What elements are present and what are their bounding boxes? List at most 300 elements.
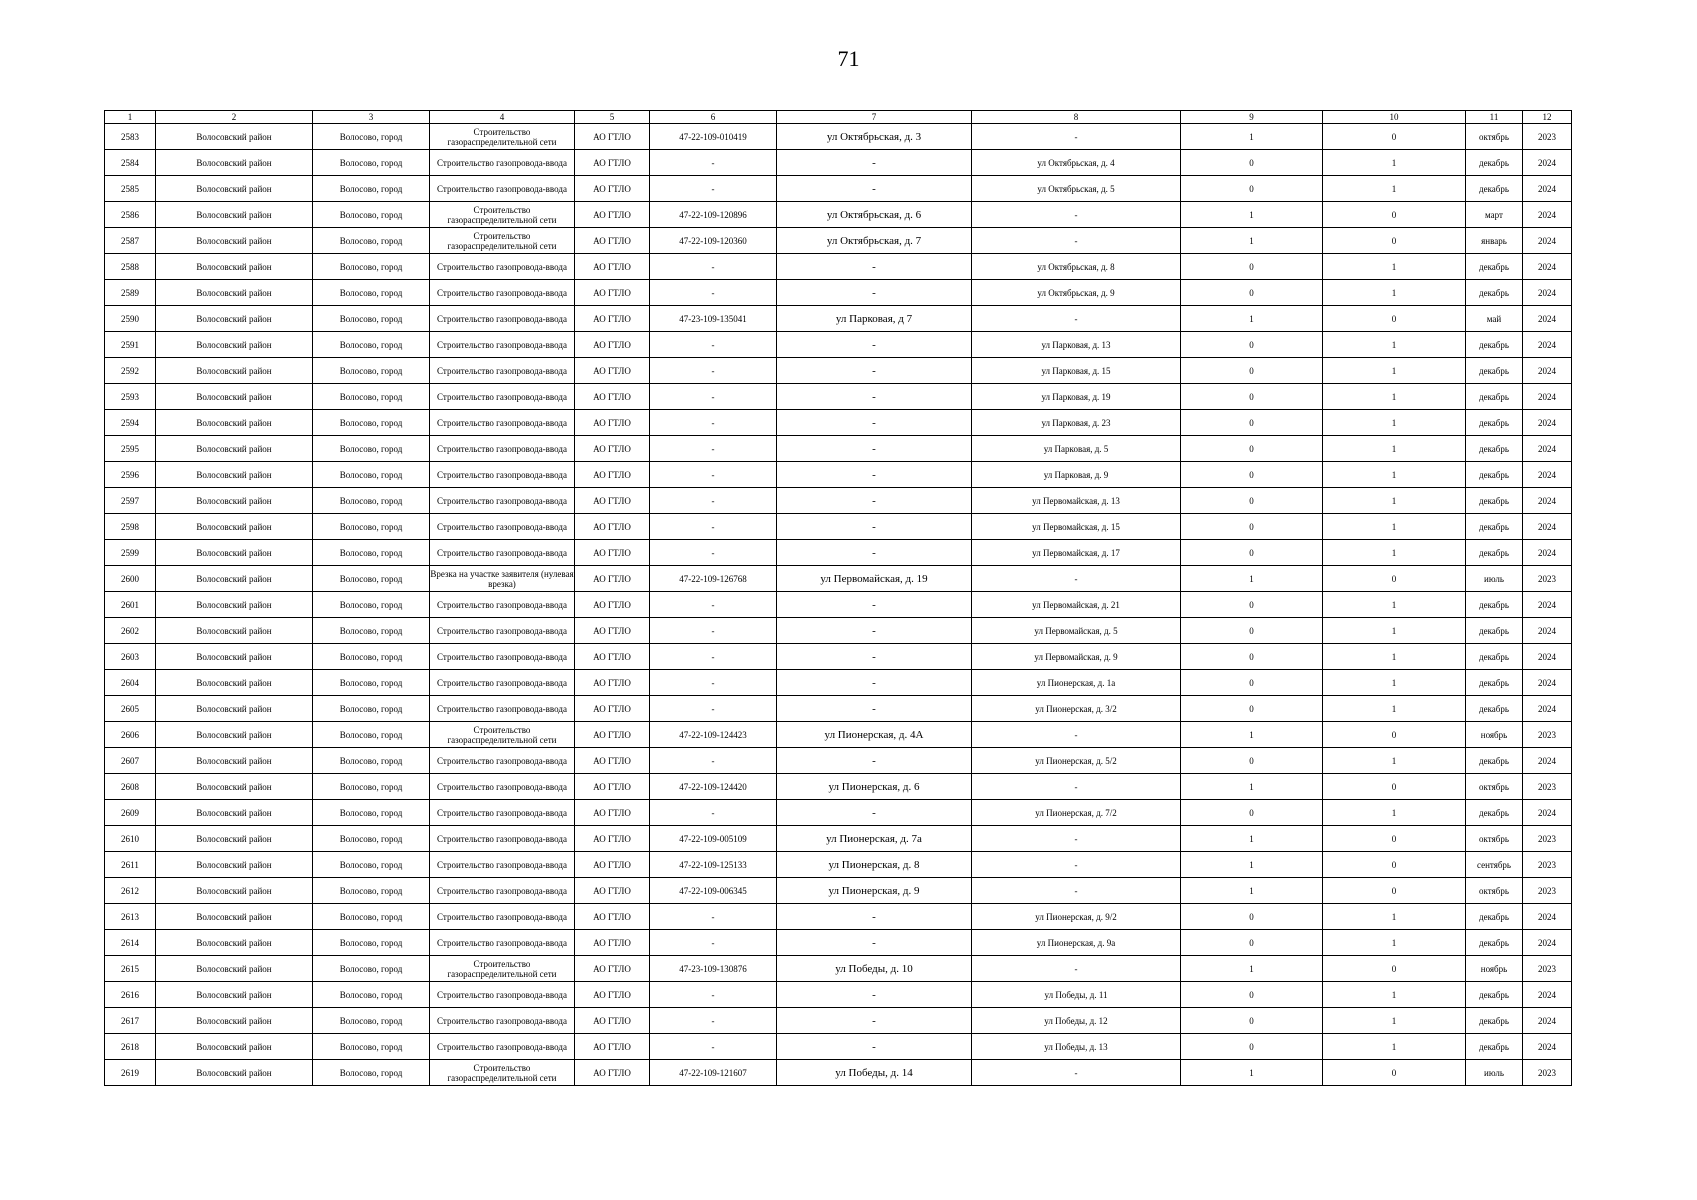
cell-address-input: - [972, 722, 1181, 748]
cell-application-number: - [650, 410, 777, 436]
cell-month: декабрь [1466, 280, 1523, 306]
cell-application-number: - [650, 618, 777, 644]
cell-row-number: 2599 [105, 540, 156, 566]
cell-address: - [777, 410, 972, 436]
cell-count-a: 0 [1181, 592, 1323, 618]
cell-year: 2024 [1523, 150, 1572, 176]
cell-row-number: 2615 [105, 956, 156, 982]
cell-row-number: 2612 [105, 878, 156, 904]
page-number: 71 [837, 46, 860, 71]
cell-district: Волосовский район [156, 462, 313, 488]
table-header-row [105, 111, 1572, 124]
cell-address: - [777, 1008, 972, 1034]
cell-count-b: 1 [1323, 436, 1466, 462]
cell-address: ул Пионерская, д. 9 [777, 878, 972, 904]
table-row [105, 124, 1572, 150]
cell-work-type: Строительство газопровода-ввода [430, 540, 575, 566]
cell-count-a: 0 [1181, 1008, 1323, 1034]
cell-work-type: Строительство газораспределительной сети [430, 202, 575, 228]
cell-application-number: - [650, 904, 777, 930]
table-row [105, 982, 1572, 1008]
table-row [105, 462, 1572, 488]
cell-count-a: 1 [1181, 826, 1323, 852]
cell-year: 2023 [1523, 124, 1572, 150]
cell-address-input: ул Парковая, д. 9 [972, 462, 1181, 488]
cell-work-type: Строительство газопровода-ввода [430, 852, 575, 878]
cell-district: Волосовский район [156, 280, 313, 306]
cell-count-b: 1 [1323, 384, 1466, 410]
table-row [105, 748, 1572, 774]
cell-count-a: 0 [1181, 1034, 1323, 1060]
cell-address-input: ул Пионерская, д. 7/2 [972, 800, 1181, 826]
cell-row-number: 2601 [105, 592, 156, 618]
cell-count-b: 1 [1323, 1008, 1466, 1034]
cell-work-type: Строительство газопровода-ввода [430, 1034, 575, 1060]
cell-application-number: 47-22-109-120360 [650, 228, 777, 254]
cell-district: Волосовский район [156, 488, 313, 514]
cell-address-input: - [972, 956, 1181, 982]
cell-year: 2023 [1523, 722, 1572, 748]
cell-count-a: 1 [1181, 774, 1323, 800]
cell-year: 2024 [1523, 436, 1572, 462]
cell-address: ул Парковая, д 7 [777, 306, 972, 332]
cell-address: ул Первомайская, д. 19 [777, 566, 972, 592]
cell-address: - [777, 358, 972, 384]
cell-organization: АО ГТЛО [575, 228, 650, 254]
cell-count-b: 0 [1323, 306, 1466, 332]
cell-application-number: - [650, 488, 777, 514]
table-row [105, 176, 1572, 202]
cell-year: 2024 [1523, 462, 1572, 488]
cell-address: - [777, 670, 972, 696]
cell-application-number: 47-23-109-130876 [650, 956, 777, 982]
cell-count-b: 1 [1323, 696, 1466, 722]
cell-month: декабрь [1466, 982, 1523, 1008]
cell-settlement: Волосово, город [313, 332, 430, 358]
cell-address-input: ул Первомайская, д. 21 [972, 592, 1181, 618]
cell-settlement: Волосово, город [313, 176, 430, 202]
table-row [105, 540, 1572, 566]
table-row [105, 566, 1572, 592]
cell-address-input: ул Октябрьская, д. 4 [972, 150, 1181, 176]
cell-district: Волосовский район [156, 644, 313, 670]
cell-count-b: 1 [1323, 670, 1466, 696]
cell-work-type: Строительство газопровода-ввода [430, 670, 575, 696]
cell-organization: АО ГТЛО [575, 618, 650, 644]
cell-month: ноябрь [1466, 956, 1523, 982]
cell-settlement: Волосово, город [313, 202, 430, 228]
cell-count-b: 0 [1323, 566, 1466, 592]
cell-application-number: 47-22-109-124423 [650, 722, 777, 748]
cell-address-input: ул Пионерская, д. 1а [972, 670, 1181, 696]
cell-address-input: - [972, 826, 1181, 852]
cell-district: Волосовский район [156, 982, 313, 1008]
cell-address-input: ул Первомайская, д. 5 [972, 618, 1181, 644]
cell-organization: АО ГТЛО [575, 540, 650, 566]
cell-row-number: 2587 [105, 228, 156, 254]
cell-address: ул Пионерская, д. 6 [777, 774, 972, 800]
cell-organization: АО ГТЛО [575, 280, 650, 306]
cell-address: - [777, 280, 972, 306]
cell-organization: АО ГТЛО [575, 670, 650, 696]
cell-organization: АО ГТЛО [575, 852, 650, 878]
cell-settlement: Волосово, город [313, 1034, 430, 1060]
cell-address: - [777, 696, 972, 722]
cell-application-number: - [650, 592, 777, 618]
cell-year: 2024 [1523, 748, 1572, 774]
cell-address-input: ул Парковая, д. 5 [972, 436, 1181, 462]
cell-count-a: 0 [1181, 982, 1323, 1008]
cell-settlement: Волосово, город [313, 982, 430, 1008]
cell-count-a: 0 [1181, 618, 1323, 644]
cell-count-a: 0 [1181, 332, 1323, 358]
cell-district: Волосовский район [156, 1034, 313, 1060]
cell-year: 2024 [1523, 228, 1572, 254]
cell-month: декабрь [1466, 618, 1523, 644]
table-row [105, 514, 1572, 540]
cell-application-number: 47-22-109-125133 [650, 852, 777, 878]
cell-organization: АО ГТЛО [575, 358, 650, 384]
cell-work-type: Строительство газопровода-ввода [430, 904, 575, 930]
table-row [105, 488, 1572, 514]
cell-count-b: 1 [1323, 1034, 1466, 1060]
cell-month: декабрь [1466, 384, 1523, 410]
cell-count-b: 0 [1323, 852, 1466, 878]
cell-district: Волосовский район [156, 904, 313, 930]
cell-address-input: - [972, 852, 1181, 878]
cell-year: 2024 [1523, 930, 1572, 956]
cell-year: 2024 [1523, 592, 1572, 618]
table-row [105, 436, 1572, 462]
cell-settlement: Волосово, город [313, 462, 430, 488]
cell-work-type: Строительство газораспределительной сети [430, 124, 575, 150]
cell-work-type: Строительство газопровода-ввода [430, 696, 575, 722]
cell-month: октябрь [1466, 124, 1523, 150]
cell-count-b: 1 [1323, 592, 1466, 618]
cell-work-type: Строительство газопровода-ввода [430, 982, 575, 1008]
cell-count-a: 0 [1181, 800, 1323, 826]
cell-row-number: 2609 [105, 800, 156, 826]
cell-work-type: Строительство газопровода-ввода [430, 488, 575, 514]
cell-application-number: - [650, 1008, 777, 1034]
cell-organization: АО ГТЛО [575, 176, 650, 202]
cell-address: ул Пионерская, д. 8 [777, 852, 972, 878]
cell-settlement: Волосово, город [313, 722, 430, 748]
cell-year: 2024 [1523, 696, 1572, 722]
cell-month: декабрь [1466, 800, 1523, 826]
cell-address-input: ул Парковая, д. 13 [972, 332, 1181, 358]
cell-address-input: - [972, 306, 1181, 332]
cell-address-input: - [972, 124, 1181, 150]
cell-year: 2024 [1523, 176, 1572, 202]
cell-row-number: 2585 [105, 176, 156, 202]
cell-month: декабрь [1466, 644, 1523, 670]
cell-count-b: 1 [1323, 904, 1466, 930]
column-header-6: 6 [650, 111, 777, 124]
cell-address: ул Победы, д. 10 [777, 956, 972, 982]
cell-settlement: Волосово, город [313, 410, 430, 436]
cell-month: октябрь [1466, 878, 1523, 904]
cell-address: ул Октябрьская, д. 7 [777, 228, 972, 254]
cell-district: Волосовский район [156, 176, 313, 202]
cell-year: 2024 [1523, 982, 1572, 1008]
cell-count-b: 0 [1323, 124, 1466, 150]
cell-count-a: 1 [1181, 878, 1323, 904]
cell-organization: АО ГТЛО [575, 306, 650, 332]
cell-year: 2024 [1523, 410, 1572, 436]
cell-work-type: Строительство газопровода-ввода [430, 176, 575, 202]
cell-address-input: ул Парковая, д. 15 [972, 358, 1181, 384]
cell-address: - [777, 618, 972, 644]
cell-month: декабрь [1466, 1034, 1523, 1060]
cell-address: - [777, 982, 972, 1008]
cell-month: декабрь [1466, 254, 1523, 280]
cell-count-a: 1 [1181, 124, 1323, 150]
cell-district: Волосовский район [156, 696, 313, 722]
cell-application-number: - [650, 176, 777, 202]
cell-count-b: 0 [1323, 956, 1466, 982]
cell-organization: АО ГТЛО [575, 878, 650, 904]
cell-work-type: Строительство газопровода-ввода [430, 462, 575, 488]
cell-work-type: Строительство газопровода-ввода [430, 358, 575, 384]
cell-work-type: Строительство газопровода-ввода [430, 410, 575, 436]
table-row [105, 202, 1572, 228]
cell-row-number: 2602 [105, 618, 156, 644]
cell-district: Волосовский район [156, 436, 313, 462]
table-row [105, 722, 1572, 748]
cell-settlement: Волосово, город [313, 852, 430, 878]
table-row [105, 852, 1572, 878]
column-header-12: 12 [1523, 111, 1572, 124]
cell-district: Волосовский район [156, 514, 313, 540]
cell-organization: АО ГТЛО [575, 748, 650, 774]
cell-settlement: Волосово, город [313, 488, 430, 514]
cell-settlement: Волосово, город [313, 878, 430, 904]
cell-settlement: Волосово, город [313, 358, 430, 384]
cell-address-input: - [972, 774, 1181, 800]
cell-district: Волосовский район [156, 150, 313, 176]
cell-district: Волосовский район [156, 358, 313, 384]
column-header-9: 9 [1181, 111, 1323, 124]
cell-address: - [777, 150, 972, 176]
cell-row-number: 2595 [105, 436, 156, 462]
cell-count-b: 0 [1323, 202, 1466, 228]
cell-work-type: Строительство газопровода-ввода [430, 280, 575, 306]
cell-address-input: - [972, 1060, 1181, 1086]
cell-count-b: 0 [1323, 878, 1466, 904]
cell-district: Волосовский район [156, 410, 313, 436]
cell-row-number: 2617 [105, 1008, 156, 1034]
cell-settlement: Волосово, город [313, 1060, 430, 1086]
cell-application-number: 47-23-109-135041 [650, 306, 777, 332]
cell-row-number: 2588 [105, 254, 156, 280]
table-row [105, 644, 1572, 670]
cell-count-a: 1 [1181, 228, 1323, 254]
cell-address: - [777, 644, 972, 670]
cell-application-number: 47-22-109-005109 [650, 826, 777, 852]
cell-count-a: 1 [1181, 306, 1323, 332]
cell-organization: АО ГТЛО [575, 1034, 650, 1060]
cell-year: 2024 [1523, 202, 1572, 228]
table-row [105, 592, 1572, 618]
cell-settlement: Волосово, город [313, 566, 430, 592]
table-row [105, 280, 1572, 306]
table-row [105, 332, 1572, 358]
cell-district: Волосовский район [156, 592, 313, 618]
cell-application-number: 47-22-109-006345 [650, 878, 777, 904]
cell-application-number: 47-22-109-120896 [650, 202, 777, 228]
column-header-7: 7 [777, 111, 972, 124]
cell-settlement: Волосово, город [313, 592, 430, 618]
cell-address-input: ул Пионерская, д. 9/2 [972, 904, 1181, 930]
cell-count-a: 0 [1181, 384, 1323, 410]
cell-count-a: 1 [1181, 956, 1323, 982]
cell-count-b: 1 [1323, 618, 1466, 644]
cell-row-number: 2614 [105, 930, 156, 956]
cell-application-number: - [650, 1034, 777, 1060]
table-row [105, 618, 1572, 644]
cell-row-number: 2603 [105, 644, 156, 670]
cell-month: декабрь [1466, 410, 1523, 436]
cell-work-type: Строительство газораспределительной сети [430, 228, 575, 254]
cell-month: июль [1466, 566, 1523, 592]
cell-count-b: 1 [1323, 514, 1466, 540]
cell-year: 2023 [1523, 852, 1572, 878]
cell-organization: АО ГТЛО [575, 566, 650, 592]
cell-district: Волосовский район [156, 878, 313, 904]
cell-year: 2024 [1523, 1008, 1572, 1034]
cell-district: Волосовский район [156, 1060, 313, 1086]
cell-application-number: 47-22-109-121607 [650, 1060, 777, 1086]
cell-address: - [777, 176, 972, 202]
cell-address-input: ул Пионерская, д. 9а [972, 930, 1181, 956]
cell-year: 2024 [1523, 332, 1572, 358]
cell-year: 2024 [1523, 254, 1572, 280]
cell-work-type: Строительство газораспределительной сети [430, 1060, 575, 1086]
cell-work-type: Строительство газораспределительной сети [430, 722, 575, 748]
cell-month: октябрь [1466, 774, 1523, 800]
cell-count-b: 1 [1323, 176, 1466, 202]
cell-settlement: Волосово, город [313, 280, 430, 306]
cell-address-input: ул Пионерская, д. 5/2 [972, 748, 1181, 774]
cell-application-number: - [650, 436, 777, 462]
cell-month: сентябрь [1466, 852, 1523, 878]
cell-settlement: Волосово, город [313, 384, 430, 410]
cell-count-a: 0 [1181, 436, 1323, 462]
cell-application-number: - [650, 540, 777, 566]
cell-row-number: 2600 [105, 566, 156, 592]
cell-count-a: 1 [1181, 852, 1323, 878]
cell-settlement: Волосово, город [313, 124, 430, 150]
cell-application-number: - [650, 462, 777, 488]
cell-organization: АО ГТЛО [575, 592, 650, 618]
cell-year: 2023 [1523, 878, 1572, 904]
cell-year: 2024 [1523, 644, 1572, 670]
table-row [105, 1034, 1572, 1060]
cell-organization: АО ГТЛО [575, 462, 650, 488]
cell-settlement: Волосово, город [313, 150, 430, 176]
cell-settlement: Волосово, город [313, 930, 430, 956]
cell-address: - [777, 462, 972, 488]
cell-application-number: - [650, 384, 777, 410]
table-row [105, 878, 1572, 904]
cell-row-number: 2591 [105, 332, 156, 358]
cell-count-b: 1 [1323, 540, 1466, 566]
cell-count-a: 1 [1181, 202, 1323, 228]
cell-month: декабрь [1466, 904, 1523, 930]
cell-address: - [777, 488, 972, 514]
cell-settlement: Волосово, город [313, 644, 430, 670]
cell-settlement: Волосово, город [313, 748, 430, 774]
cell-application-number: - [650, 514, 777, 540]
cell-month: декабрь [1466, 670, 1523, 696]
cell-district: Волосовский район [156, 124, 313, 150]
cell-month: декабрь [1466, 332, 1523, 358]
cell-month: октябрь [1466, 826, 1523, 852]
table-row [105, 306, 1572, 332]
cell-count-a: 0 [1181, 696, 1323, 722]
cell-work-type: Строительство газопровода-ввода [430, 514, 575, 540]
cell-row-number: 2605 [105, 696, 156, 722]
cell-work-type: Строительство газопровода-ввода [430, 592, 575, 618]
cell-application-number: - [650, 280, 777, 306]
cell-row-number: 2598 [105, 514, 156, 540]
cell-address-input: ул Первомайская, д. 17 [972, 540, 1181, 566]
column-header-8: 8 [972, 111, 1181, 124]
cell-settlement: Волосово, город [313, 436, 430, 462]
cell-address-input: ул Октябрьская, д. 8 [972, 254, 1181, 280]
cell-count-b: 1 [1323, 280, 1466, 306]
cell-address: - [777, 540, 972, 566]
cell-settlement: Волосово, город [313, 826, 430, 852]
cell-month: декабрь [1466, 930, 1523, 956]
cell-month: декабрь [1466, 592, 1523, 618]
table-row [105, 254, 1572, 280]
cell-application-number: - [650, 930, 777, 956]
cell-address-input: ул Первомайская, д. 15 [972, 514, 1181, 540]
cell-address: - [777, 1034, 972, 1060]
cell-application-number: - [650, 696, 777, 722]
cell-settlement: Волосово, город [313, 774, 430, 800]
cell-district: Волосовский район [156, 228, 313, 254]
column-header-2: 2 [156, 111, 313, 124]
cell-row-number: 2597 [105, 488, 156, 514]
cell-settlement: Волосово, город [313, 228, 430, 254]
table-row [105, 826, 1572, 852]
cell-district: Волосовский район [156, 1008, 313, 1034]
cell-row-number: 2608 [105, 774, 156, 800]
cell-count-a: 0 [1181, 670, 1323, 696]
cell-month: декабрь [1466, 1008, 1523, 1034]
cell-year: 2023 [1523, 826, 1572, 852]
cell-organization: АО ГТЛО [575, 332, 650, 358]
cell-work-type: Строительство газопровода-ввода [430, 930, 575, 956]
table-row [105, 904, 1572, 930]
cell-year: 2024 [1523, 1034, 1572, 1060]
cell-count-a: 0 [1181, 410, 1323, 436]
cell-work-type: Врезка на участке заявителя (нулевая врезка) [430, 566, 575, 592]
column-header-3: 3 [313, 111, 430, 124]
cell-address: ул Победы, д. 14 [777, 1060, 972, 1086]
cell-application-number: - [650, 982, 777, 1008]
cell-settlement: Волосово, город [313, 540, 430, 566]
cell-address: - [777, 254, 972, 280]
cell-address: - [777, 514, 972, 540]
cell-count-a: 0 [1181, 358, 1323, 384]
table-row [105, 696, 1572, 722]
column-header-11: 11 [1466, 111, 1523, 124]
cell-application-number: - [650, 644, 777, 670]
